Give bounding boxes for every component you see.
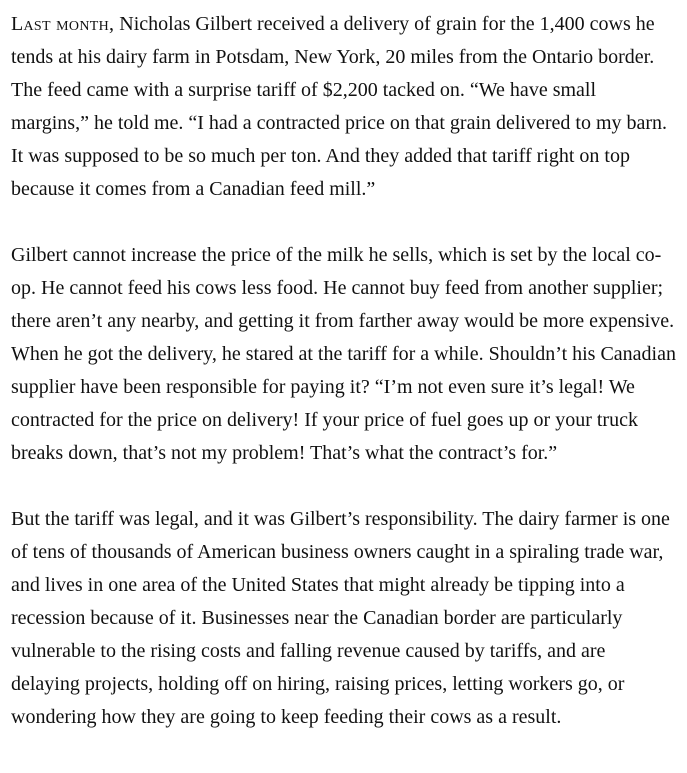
paragraph-2: Gilbert cannot increase the price of the milk he sells, which is set by the local co-op. He cannot feed his cows less food. He cannot buy feed from another supplier; there aren’t any nearby, and getting it from farther away would be more expensive. When he got the delivery, he stared at the tariff for a while. Shouldn’t his Canadian supplier have been responsible for paying it? “I’m not even sure it’s legal! We contracted for the price on delivery! If your price of fuel goes up or your truck breaks down, that’s not my problem! That’s what the contract’s for.” — [11, 244, 676, 464]
paragraph-1-text: Nicholas Gilbert received a delivery of grain for the 1,400 cows he tends at his dairy farm in Potsdam, New York, 20 miles from the Ontario border. The feed came with a surprise tariff of $2,200 tacked on. “We have small margins,” he told me. “I had a contracted price on that grain delivered to my barn. It was supposed to be so much per ton. And they added that tariff right on top because it comes from a Canadian feed mill.” — [11, 13, 668, 200]
paragraph-3: But the tariff was legal, and it was Gilbert’s responsibility. The dairy farmer is one of tens of thousands of American business owners caught in a spiraling trade war, and lives in one area of the United States that might already be tipping into a recession because of it. Businesses near the Canadian border are particularly vulnerable to the rising costs and falling revenue caused by tariffs, and are delaying projects, holding off on hiring, raising prices, letting workers go, or wondering how they are going to keep feeding their cows as a result. — [11, 508, 670, 728]
paragraph-1 — [11, 8, 677, 206]
lead-in: Last month, — [11, 13, 115, 35]
